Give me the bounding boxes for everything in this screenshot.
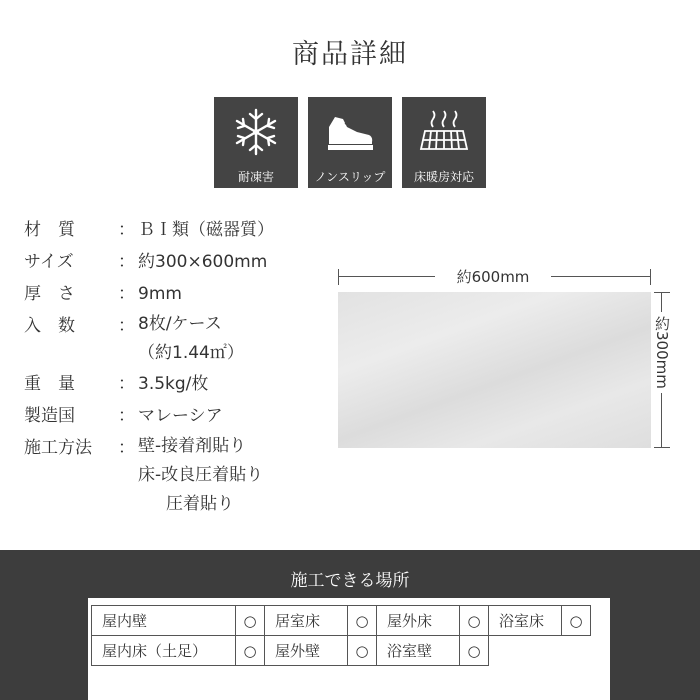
height-dimension-cap [654,447,670,448]
spec-row-weight [24,368,274,400]
table-row [92,636,591,666]
spec-colon: ： [118,374,135,394]
page-title: 商品詳細 [292,39,408,70]
installation-places-section [0,550,700,700]
place-mark: ○ [460,636,489,666]
spec-value: 約300×600mm [138,252,268,272]
spec-row-material [24,214,274,246]
spec-label: 重 量 [24,374,75,394]
spec-value [138,310,274,368]
width-dimension-cap [338,269,339,285]
feature-label: 耐凍害 [237,170,274,184]
place-name: 屋外床 [377,606,460,636]
spec-colon: ： [118,316,135,336]
place-mark: ○ [236,636,265,666]
feature-frost-resistant [214,97,298,188]
spec-value: 9mm [138,284,182,304]
spec-row-size [24,246,274,278]
place-mark: ○ [348,636,377,666]
spec-row-origin [24,400,274,432]
spec-colon: ： [118,252,135,272]
place-name: 屋外壁 [265,636,348,666]
spec-colon: ： [118,406,135,426]
tile-image [338,292,651,448]
feature-non-slip [308,97,392,188]
snowflake-icon [229,105,283,159]
spec-value [138,432,274,519]
place-name: 居室床 [265,606,348,636]
place-name: 浴室壁 [377,636,460,666]
installation-places-panel [88,598,610,700]
spec-label: 製造国 [24,406,75,426]
spec-label: 材 質 [24,220,75,240]
spec-value-line: （約1.44㎡） [138,343,244,363]
feature-label: 床暖房対応 [413,170,474,184]
empty-cell [489,636,562,666]
height-dimension-cap [654,292,670,293]
spec-value: 3.5kg/枚 [138,374,209,394]
spec-value: ＢＩ類（磁器質） [138,220,274,240]
spec-colon: ： [118,284,135,304]
empty-cell [562,636,591,666]
width-label: 約600mm [435,266,551,287]
width-dimension-cap [650,269,651,285]
spec-label: サイズ [24,252,74,272]
shoe-icon [323,105,377,159]
spec-label: 厚 さ [24,284,75,304]
feature-label: ノンスリップ [314,170,386,184]
spec-value-line: 壁-接着剤貼り [138,436,247,456]
feature-badges [214,97,486,188]
floor-heating-icon [417,105,471,159]
place-mark: ○ [236,606,265,636]
place-name: 屋内壁 [92,606,236,636]
place-name: 屋内床（土足） [92,636,236,666]
spec-colon: ： [118,220,135,240]
spec-row-quantity [24,310,274,368]
spec-value-line: 床-改良圧着貼り [138,465,264,485]
installation-places-title: 施工できる場所 [290,571,410,591]
spec-row-thickness [24,278,274,310]
spec-list [24,214,274,519]
feature-floor-heating [402,97,486,188]
spec-label: 入 数 [24,316,75,336]
spec-row-method [24,432,274,519]
spec-value-line: 圧着貼り [166,494,234,514]
installation-places-table [91,605,591,666]
spec-value-line: 8枚/ケース [138,314,222,334]
height-label: 約300mm [653,312,670,393]
table-row [92,606,591,636]
spec-colon: ： [118,438,135,458]
spec-value: マレーシア [138,406,223,426]
place-mark: ○ [562,606,591,636]
spec-label: 施工方法 [24,438,92,458]
place-mark: ○ [348,606,377,636]
place-mark: ○ [460,606,489,636]
tile-dimension-diagram [335,262,677,462]
place-name: 浴室床 [489,606,562,636]
